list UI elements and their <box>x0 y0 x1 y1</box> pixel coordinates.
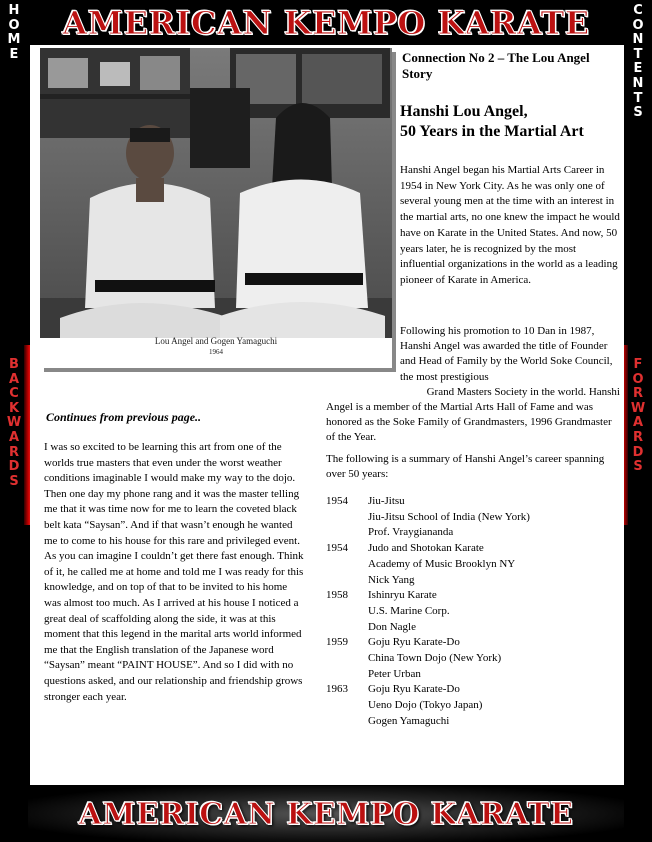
career-school: U.S. Marine Corp. <box>368 604 450 617</box>
title-line-1: Hanshi Lou Angel, <box>400 103 528 120</box>
career-teacher: Prof. Vraygiananda <box>368 526 454 539</box>
career-school: Jiu-Jitsu School of India (New York) <box>368 510 530 523</box>
career-entry <box>326 541 620 588</box>
career-teacher: Nick Yang <box>368 573 415 586</box>
photo <box>40 48 392 368</box>
article-title <box>400 102 622 142</box>
career-year: 1958 <box>326 589 348 602</box>
career-entry <box>326 682 620 729</box>
caption-year: 1964 <box>209 348 223 356</box>
summary-intro: The following is a summary of Hanshi Angel’s career spanning over 50 years: <box>326 453 605 480</box>
career-year: 1954 <box>326 495 348 507</box>
career-school: China Town Dojo (New York) <box>368 652 502 665</box>
career-year: 1954 <box>326 542 348 555</box>
career-year: 1959 <box>326 636 348 649</box>
career-entry <box>326 588 620 635</box>
career-year: 1963 <box>326 683 348 696</box>
footer-title: AMERICAN KEMPO KARATE <box>78 796 574 832</box>
promotion-paragraph: Following his promotion to 10 Dan in 1987, Hanshi Angel was awarded the title of Founder and Head of Family by the World Soke Council, the most prestigious <box>400 325 613 383</box>
career-style: Jiu-Jitsu <box>368 495 405 507</box>
career-style: Goju Ryu Karate-Do <box>368 683 460 696</box>
career-school: Academy of Music Brooklyn NY <box>368 557 516 570</box>
promotion-paragraph-end: Angel is a member of the Martial Arts Hall of Fame and was honored as the Soke Family of Grandmasters, 1996 Grandmaster of the Year. <box>326 401 612 444</box>
story-paragraph: I was so excited to be learning this art from one of the worlds true masters that even under the worst weather conditions imaginable I would make my way to the dojo. Then one day my phone rang and it was the master telling me that it was time now for me to learn the coveted black belt kata “Saysan”. And if that wasn’t enough he wanted me to come to his house for this rare and privileged event. As you can imagine I couldn’t get there fast enough. Think of it, he called me at home and told me I was ready for this knowledge, and on top of that to be invited to his home was almost too much. As I arrived at his house I noticed a great deal of scaffolding along the side, it was at this moment that this legend in the marital arts world informed me that the English translation of the Japanese word “Saysan” meant “PAINT HOUSE”. And so I did with no questions asked, and our relationship and friendship grows stronger each year. <box>44 441 304 703</box>
intro-paragraph: Hanshi Angel began his Martial Arts Career in 1954 in New York City. As he was only one of several young men at the time with an interest in the martial arts, no one knew the impact he would have on Karate in the United States. And now, 50 years later, he is recognized by the most influential organizations in the world as a leading pioneer of Karate in America. <box>400 164 620 286</box>
career-style: Goju Ryu Karate-Do <box>368 636 460 649</box>
backwards-link[interactable]: B A C K W A R D S <box>6 357 22 489</box>
title-line-2: 50 Years in the Martial Art <box>400 123 584 140</box>
photo-caption <box>40 336 392 358</box>
photo-image <box>40 48 392 368</box>
career-school: Ueno Dojo (Tokyo Japan) <box>368 699 483 712</box>
career-entry <box>326 494 620 541</box>
career-teacher: Gogen Yamaguchi <box>368 714 450 727</box>
career-teacher: Peter Urban <box>368 667 421 680</box>
header-banner <box>28 0 624 46</box>
forwards-link[interactable]: F O R W A R D S <box>630 357 646 475</box>
career-entry <box>326 635 620 682</box>
career-style: Ishinryu Karate <box>368 589 437 602</box>
home-link[interactable]: H O M E <box>7 3 21 62</box>
contents-link[interactable]: C O N T E N T S <box>632 3 644 121</box>
continues-heading: Continues from previous page.. <box>46 410 202 424</box>
career-style: Judo and Shotokan Karate <box>368 542 484 555</box>
career-list <box>326 494 620 730</box>
footer-banner <box>28 786 624 842</box>
connection-title: Connection No 2 – The Lou Angel Story <box>402 50 590 81</box>
header-title: AMERICAN KEMPO KARATE <box>62 4 590 42</box>
caption-text: Lou Angel and Gogen Yamaguchi <box>154 336 278 346</box>
career-teacher: Don Nagle <box>368 620 416 633</box>
promotion-paragraph-cont: Grand Masters Society in the world. Hanshi <box>426 386 620 398</box>
